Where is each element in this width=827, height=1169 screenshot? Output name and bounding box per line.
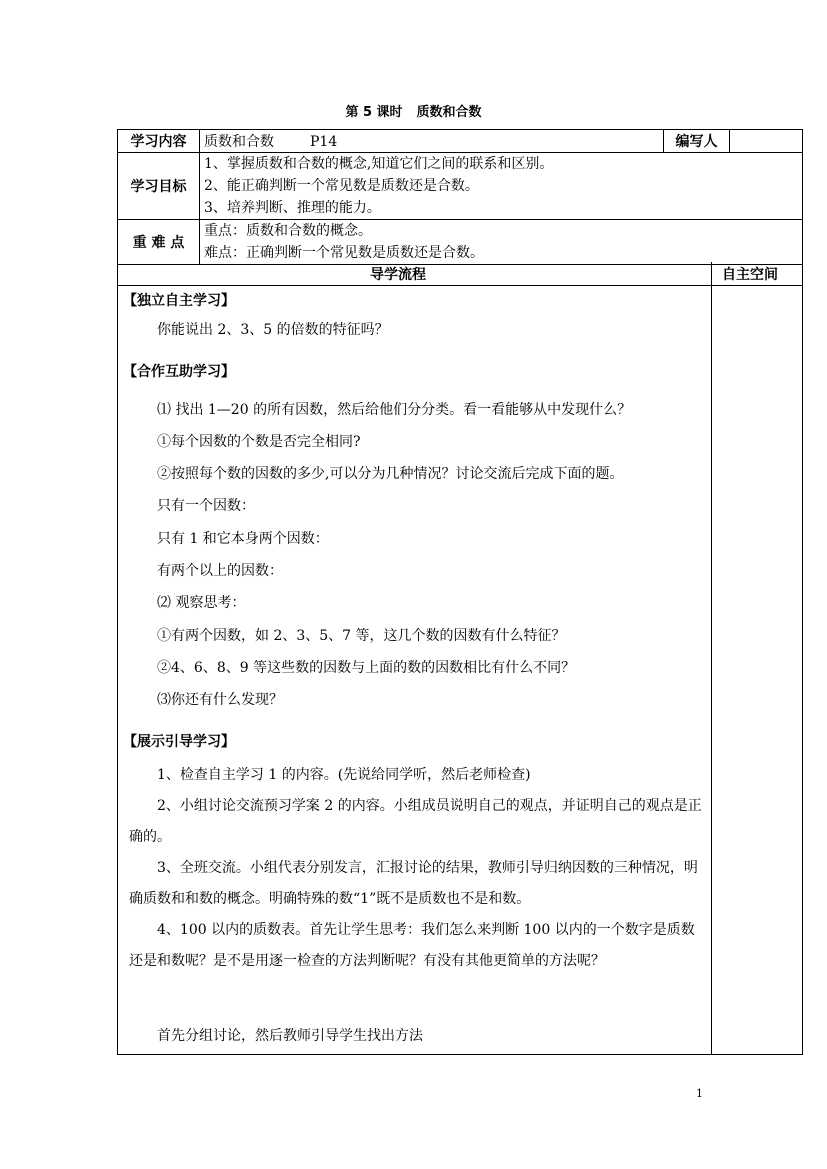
lesson-topic: 质数和合数: [416, 105, 482, 120]
page-ref: P14: [310, 134, 338, 150]
task-line: ⑴ 找出 1—20 的所有因数，然后给他们分分类。看一看能够从中发现什么？: [157, 402, 632, 418]
page-title: [0, 101, 827, 120]
column-header-flow: 导学流程: [370, 267, 426, 283]
section-heading-cooperation: 【合作互助学习】: [123, 364, 235, 380]
task-line: ①每个因数的个数是否完全相同?: [157, 434, 361, 450]
question-line: 你能说出 2、3、5 的倍数的特征吗？: [157, 322, 389, 338]
key-point-item: 难点：正确判断一个常见数是质数还是合数。: [204, 245, 484, 261]
page-number: 1: [696, 1087, 703, 1100]
section-heading-independent: 【独立自主学习】: [123, 293, 235, 309]
goal-item: 2、能正确判断一个常见数是质数还是合数。: [204, 178, 479, 194]
label-author: 编写人: [664, 130, 730, 153]
section-heading-presentation: 【展示引导学习】: [123, 734, 235, 750]
task-line: ②按照每个数的因数的多少,可以分为几种情况？讨论交流后完成下面的题。: [157, 466, 624, 482]
lesson-number: 第 5 课时: [345, 105, 403, 120]
column-header-self-space: 自主空间: [722, 267, 778, 283]
row-goals: [118, 153, 803, 220]
key-point-item: 重点：质数和合数的概念。: [204, 223, 372, 239]
label-study-content: 学习内容: [118, 130, 200, 153]
label-key-points: 重 难 点: [118, 220, 200, 265]
row-key-points: [118, 220, 803, 265]
paragraph: 3、全班交流。小组代表分别发言，汇报讨论的结果，教师引导归纳因数的三种情况，明确质数和和数的概念。明确特殊的数“1”既不是质数也不是和数。: [129, 860, 698, 907]
key-points-cell: [200, 220, 803, 265]
row-study-content: [118, 130, 803, 153]
task-line: 只有一个因数：: [157, 498, 255, 514]
paragraph: 1、检查自主学习 1 的内容。(先说给同学听，然后老师检查): [157, 767, 531, 783]
paragraph: 2、小组讨论交流预习学案 2 的内容。小组成员说明自己的观点，并证明自己的观点是正确的。: [129, 798, 702, 845]
task-line: ⑶你还有什么发现？: [157, 692, 283, 708]
label-goals: 学习目标: [118, 153, 200, 220]
goal-item: 3、培养判断、推理的能力。: [204, 200, 381, 216]
header-table: [117, 129, 803, 265]
task-line: ⑵ 观察思考：: [157, 595, 246, 611]
author-value: [730, 130, 803, 153]
study-content-cell: [200, 130, 664, 153]
goal-item: 1、掌握质数和合数的概念,知道它们之间的联系和区别。: [204, 156, 554, 172]
paragraph: 首先分组讨论，然后教师引导学生找出方法: [157, 1028, 423, 1044]
task-line: ①有两个因数，如 2、3、5、7 等，这几个数的因数有什么特征？: [157, 628, 566, 644]
header-divider: [117, 285, 803, 286]
paragraph: 4、100 以内的质数表。首先让学生思考：我们怎么来判断 100 以内的一个数字是质数还是和数呢？是不是用逐一检查的方法判断呢？有没有其他更简单的方法呢？: [129, 922, 695, 969]
study-content-value: 质数和合数: [204, 134, 274, 150]
task-line: ②4、6、8、9 等这些数的因数与上面的数的因数相比有什么不同？: [157, 660, 576, 676]
goals-cell: [200, 153, 803, 220]
column-divider: [711, 262, 712, 1055]
task-line: 只有 1 和它本身两个因数：: [157, 531, 329, 547]
task-line: 有两个以上的因数：: [157, 563, 283, 579]
